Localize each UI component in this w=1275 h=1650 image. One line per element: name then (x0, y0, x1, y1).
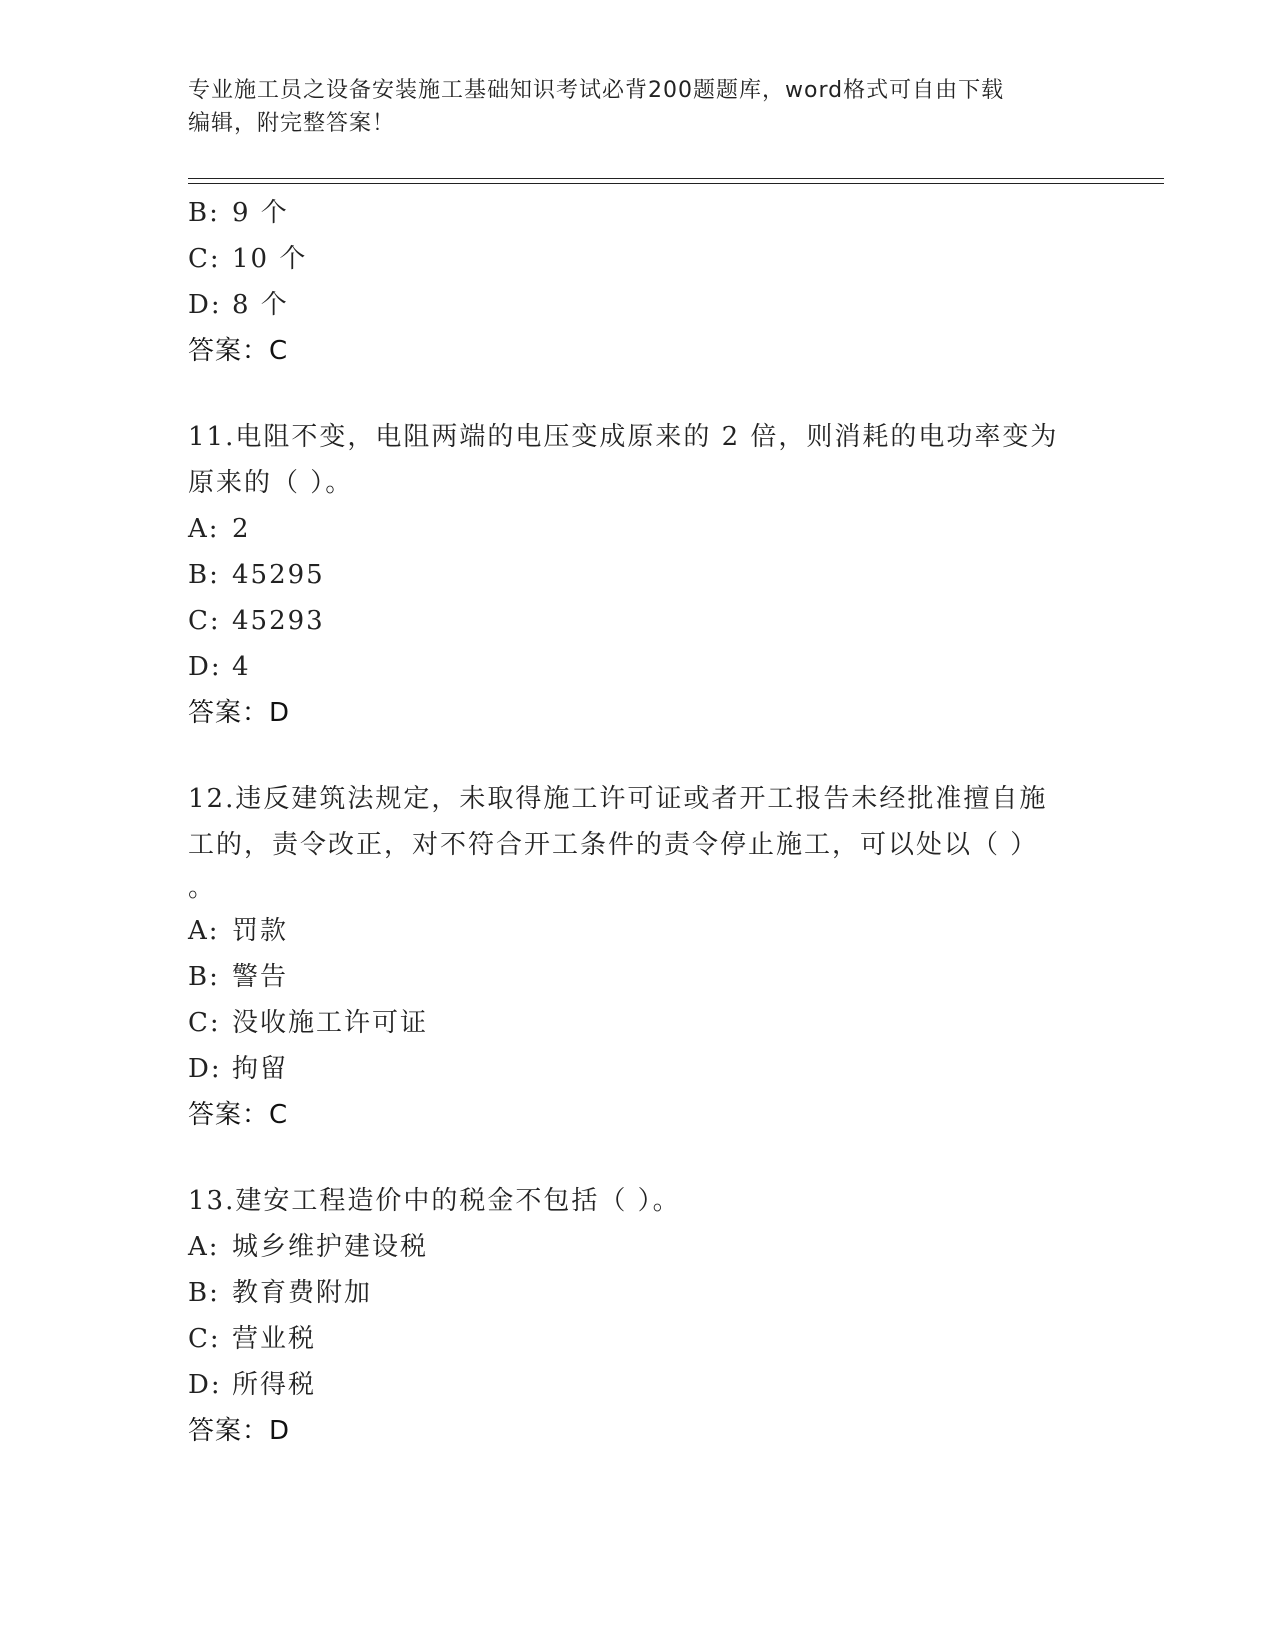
option-text: 8 个 (232, 290, 289, 320)
option-label: D: (188, 652, 222, 682)
option-d (188, 644, 1088, 690)
question-stem-line: 12.违反建筑法规定，未取得施工许可证或者开工报告未经批准擅自施 (188, 784, 1048, 814)
option-d (188, 1362, 1088, 1408)
option-b (188, 190, 1088, 236)
option-text: 9 个 (232, 198, 289, 228)
option-b (188, 1270, 1088, 1316)
option-text: 45293 (232, 606, 325, 636)
question-list (188, 190, 1088, 1454)
option-text: 罚款 (232, 916, 289, 946)
option-text: 营业税 (232, 1324, 317, 1354)
question-13 (188, 1178, 1088, 1454)
option-label: D: (188, 1370, 222, 1400)
header-line-1: 专业施工员之设备安装施工基础知识考试必背200题题库，word格式可自由下载 (188, 78, 1005, 103)
answer-line: 答案：D (188, 1416, 291, 1446)
option-label: B: (188, 1278, 220, 1308)
option-label: B: (188, 198, 220, 228)
option-label: B: (188, 962, 220, 992)
option-label: C: (188, 1324, 221, 1354)
option-text: 拘留 (232, 1054, 289, 1084)
spacer (188, 1138, 1088, 1178)
question-10-tail (188, 190, 1088, 374)
question-stem-line: 11.电阻不变，电阻两端的电压变成原来的 2 倍，则消耗的电功率变为 (188, 422, 1059, 452)
header-line-2: 编辑，附完整答案！ (188, 111, 396, 136)
question-stem-line: 13.建安工程造价中的税金不包括（ ）。 (188, 1186, 681, 1216)
option-d (188, 1046, 1088, 1092)
option-text: 4 (232, 652, 251, 682)
option-label: C: (188, 1008, 221, 1038)
option-c (188, 236, 1088, 282)
question-stem-line: 原来的（ ）。 (188, 468, 354, 498)
option-c (188, 1316, 1088, 1362)
option-label: C: (188, 606, 221, 636)
option-label: D: (188, 1054, 222, 1084)
option-label: A: (188, 1232, 220, 1262)
header-divider-top (188, 178, 1164, 179)
question-11 (188, 414, 1088, 736)
option-label: B: (188, 560, 220, 590)
option-c (188, 598, 1088, 644)
option-label: A: (188, 514, 220, 544)
option-text: 没收施工许可证 (232, 1008, 429, 1038)
spacer (188, 374, 1088, 414)
option-label: C: (188, 244, 221, 274)
answer-line: 答案：C (188, 1100, 289, 1130)
option-text: 城乡维护建设税 (232, 1232, 429, 1262)
option-a (188, 506, 1088, 552)
option-a (188, 1224, 1088, 1270)
option-text: 警告 (232, 962, 289, 992)
document-header (188, 74, 1088, 140)
option-text: 所得税 (232, 1370, 317, 1400)
header-divider-bottom (188, 183, 1164, 184)
spacer (188, 736, 1088, 776)
option-label: D: (188, 290, 222, 320)
option-a (188, 908, 1088, 954)
answer-line: 答案：C (188, 336, 289, 366)
option-text: 教育费附加 (232, 1278, 373, 1308)
option-text: 45295 (232, 560, 325, 590)
option-label: A: (188, 916, 220, 946)
question-12 (188, 776, 1088, 1138)
answer-line: 答案：D (188, 698, 291, 728)
option-c (188, 1000, 1088, 1046)
option-b (188, 552, 1088, 598)
question-stem-line: 工的，责令改正，对不符合开工条件的责令停止施工，可以处以（ ） (188, 830, 1039, 860)
option-d (188, 282, 1088, 328)
option-b (188, 954, 1088, 1000)
option-text: 10 个 (232, 244, 308, 274)
question-stem-line: 。 (188, 873, 215, 903)
option-text: 2 (232, 514, 251, 544)
